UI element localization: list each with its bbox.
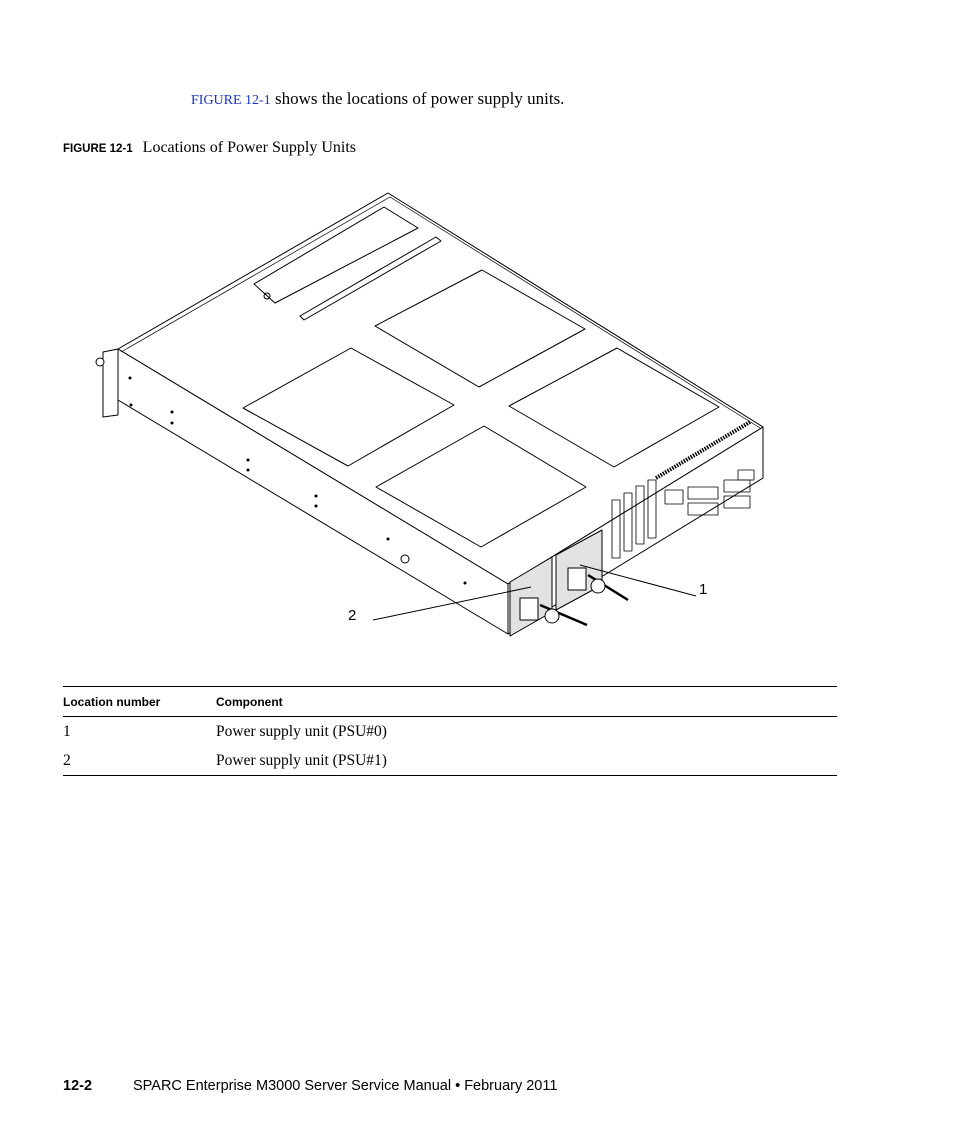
callout-1: 1 (699, 581, 708, 598)
table-row (63, 746, 837, 776)
component-cell: Power supply unit (PSU#0) (216, 722, 387, 740)
rack-ear (103, 349, 118, 417)
component-cell: Power supply unit (PSU#1) (216, 746, 837, 776)
location-number-cell: 1 (63, 722, 71, 740)
page-number: 12-2 (63, 1078, 93, 1094)
table-header-row (63, 687, 837, 717)
figure-label: FIGURE 12-1 (63, 143, 133, 155)
header-component: Component (216, 687, 837, 717)
callout-2: 2 (348, 607, 357, 624)
location-number-cell: 2 (63, 746, 216, 776)
intro-text: shows the locations of power supply units. (270, 89, 565, 108)
footer-text: SPARC Enterprise M3000 Server Service Manual • February 2011 (133, 1078, 558, 1094)
location-table (63, 686, 837, 776)
page-footer (63, 1078, 557, 1094)
figure-title: Locations of Power Supply Units (142, 139, 356, 156)
figure-xref-link[interactable]: FIGURE 12-1 (191, 93, 271, 108)
table-row (63, 717, 837, 747)
header-location-number: Location number (63, 687, 216, 717)
